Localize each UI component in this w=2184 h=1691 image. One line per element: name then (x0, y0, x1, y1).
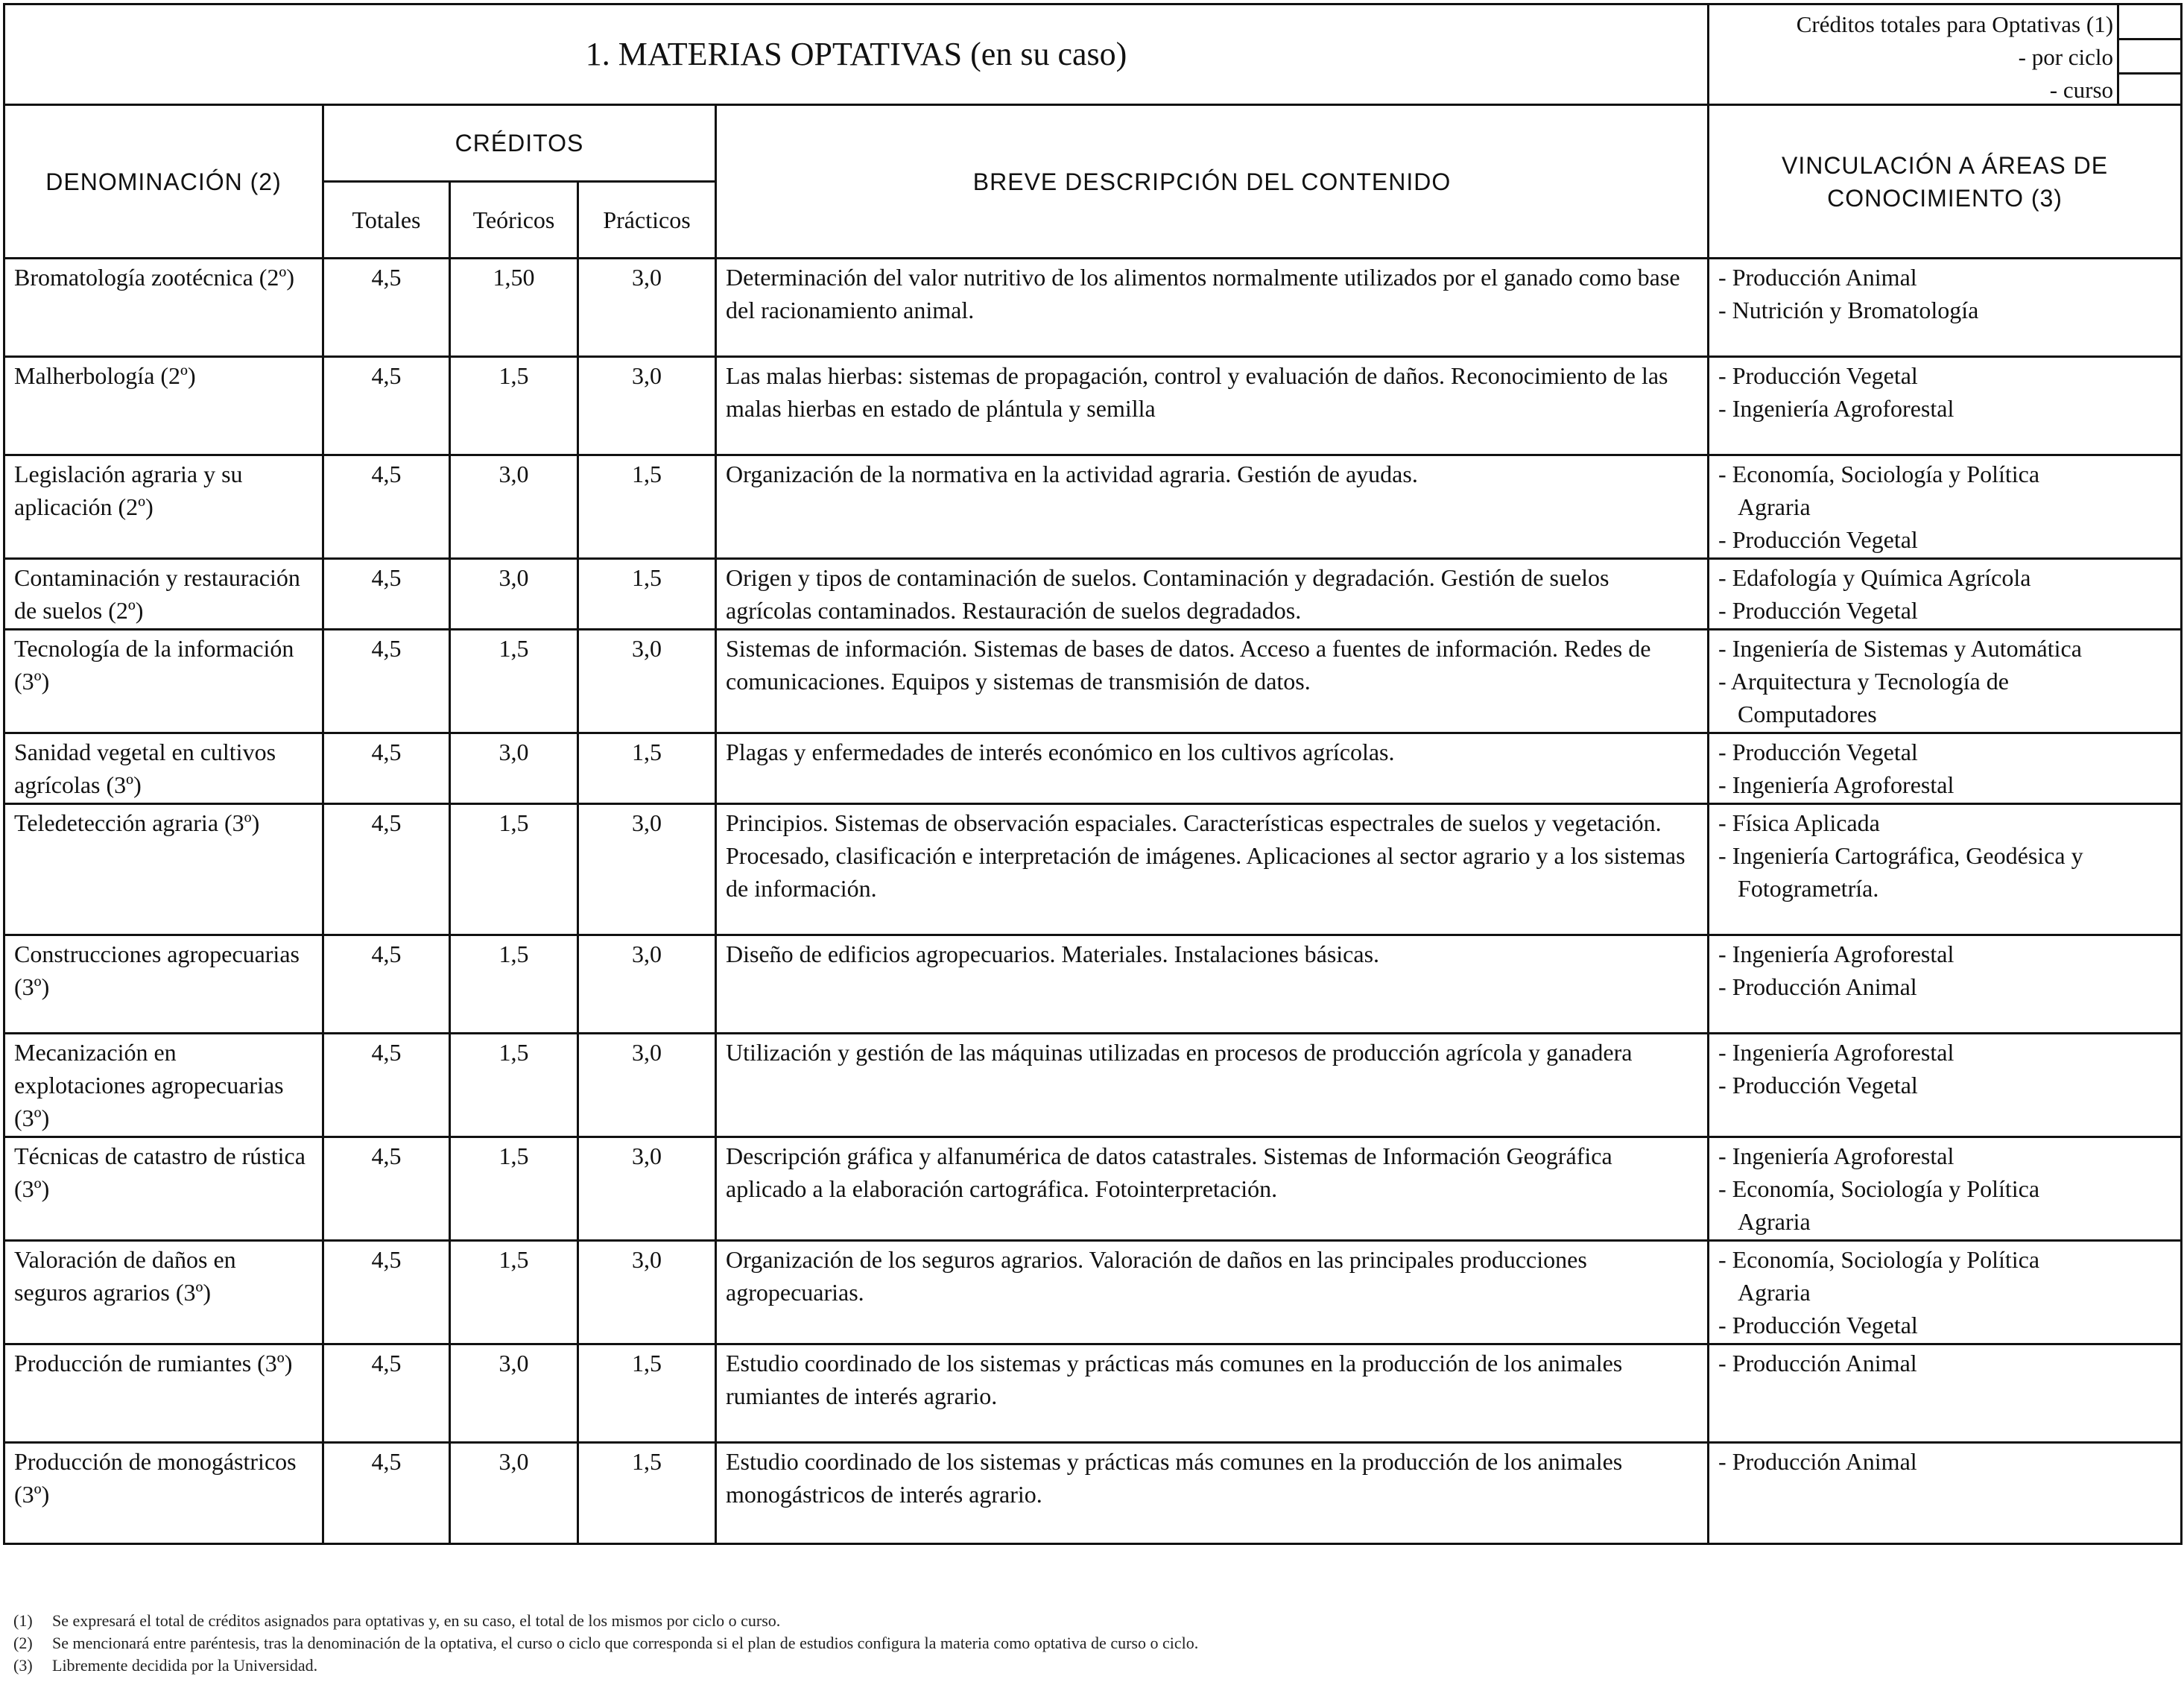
content-description: Plagas y enfermedades de interés económico en los cultivos agrícolas. (716, 733, 1709, 804)
table-row (4, 733, 2182, 804)
knowledge-area-item: - Física Aplicada (1718, 809, 1880, 836)
knowledge-area-item: - Economía, Sociología y Política (1718, 1175, 2040, 1202)
credits-totals-line3: - curso (2049, 77, 2114, 103)
credits-totales: 4,5 (323, 1137, 450, 1241)
credits-totales: 4,5 (323, 455, 450, 559)
table-row (4, 1137, 2182, 1241)
col-header-practicos: Prácticos (578, 182, 716, 259)
credits-totals-line1: Créditos totales para Optativas (1) (1796, 11, 2114, 37)
content-description: Organización de los seguros agrarios. Valoración de daños en las principales producciones agropecuarias. (716, 1241, 1709, 1344)
knowledge-areas (1709, 804, 2182, 935)
credits-totales: 4,5 (323, 559, 450, 630)
credits-teoricos: 3,0 (450, 1443, 578, 1544)
knowledge-area-item: Agraria (1738, 493, 1811, 520)
knowledge-areas (1709, 1034, 2182, 1137)
knowledge-area-item: - Ingeniería Agroforestal (1718, 395, 1954, 422)
credits-practicos: 1,5 (578, 1344, 716, 1443)
content-description: Las malas hierbas: sistemas de propagación, control y evaluación de daños. Reconocimiento de las malas hierbas en estado de plántula y semilla (716, 357, 1709, 455)
credits-totales: 4,5 (323, 630, 450, 733)
subject-name: Legislación agraria y su aplicación (2º) (4, 455, 323, 559)
credits-practicos: 1,5 (578, 1443, 716, 1544)
knowledge-area-item: - Ingeniería Agroforestal (1718, 1142, 1954, 1169)
knowledge-area-item: Fotogrametría. (1738, 875, 1879, 902)
footnotes (13, 1610, 1198, 1677)
subject-name: Teledetección agraria (3º) (4, 804, 323, 935)
subject-name: Construcciones agropecuarias (3º) (4, 935, 323, 1034)
footnote-1: (1) Se expresará el total de créditos asignados para optativas y, en su caso, el total de los mismos por ciclo o curso. (13, 1611, 781, 1630)
credits-teoricos: 1,5 (450, 1241, 578, 1344)
knowledge-areas (1709, 733, 2182, 804)
table-row (4, 259, 2182, 357)
footnote-3: (3) Libremente decidida por la Universidad. (13, 1656, 318, 1675)
knowledge-area-item: - Economía, Sociología y Política (1718, 1246, 2040, 1273)
knowledge-area-item: - Edafología y Química Agrícola (1718, 564, 2031, 591)
knowledge-areas (1709, 559, 2182, 630)
header-row-1 (4, 105, 2182, 182)
knowledge-area-item: - Producción Animal (1718, 1350, 1917, 1376)
knowledge-area-item: Computadores (1738, 701, 1877, 727)
knowledge-areas (1709, 630, 2182, 733)
credits-totales: 4,5 (323, 1241, 450, 1344)
credits-ciclo-field (2119, 40, 2180, 75)
subject-name: Bromatología zootécnica (2º) (4, 259, 323, 357)
credits-total-field (2119, 5, 2180, 40)
knowledge-areas (1709, 259, 2182, 357)
content-description: Diseño de edificios agropecuarios. Materiales. Instalaciones básicas. (716, 935, 1709, 1034)
table-row (4, 1241, 2182, 1344)
footnote-2: (2) Se mencionará entre paréntesis, tras la denominación de la optativa, el curso o ciclo que corresponda si el plan de estudios configura la materia como optativa de curso o ciclo. (13, 1634, 1199, 1652)
knowledge-area-item: - Ingeniería de Sistemas y Automática (1718, 635, 2082, 662)
col-header-denominacion: DENOMINACIÓN (2) (4, 105, 323, 259)
knowledge-area-item: - Ingeniería Agroforestal (1718, 1039, 1954, 1066)
credits-teoricos: 1,5 (450, 357, 578, 455)
knowledge-areas (1709, 357, 2182, 455)
title-row (4, 4, 2182, 105)
credits-totales: 4,5 (323, 1344, 450, 1443)
content-description: Sistemas de información. Sistemas de bases de datos. Acceso a fuentes de información. Redes de comunicaciones. Equipos y sistemas de transmisión de datos. (716, 630, 1709, 733)
credits-teoricos: 1,5 (450, 630, 578, 733)
subject-name: Sanidad vegetal en cultivos agrícolas (3º) (4, 733, 323, 804)
knowledge-area-item: - Producción Vegetal (1718, 1072, 1918, 1099)
credits-totales: 4,5 (323, 1443, 450, 1544)
credits-totales: 4,5 (323, 935, 450, 1034)
knowledge-areas (1709, 455, 2182, 559)
subject-name: Técnicas de catastro de rústica (3º) (4, 1137, 323, 1241)
subject-name: Contaminación y restauración de suelos (2º) (4, 559, 323, 630)
table-row (4, 1344, 2182, 1443)
knowledge-area-item: Agraria (1738, 1208, 1811, 1235)
table-row (4, 357, 2182, 455)
knowledge-area-item: - Producción Animal (1718, 973, 1917, 1000)
knowledge-area-item: - Ingeniería Cartográfica, Geodésica y (1718, 842, 2083, 869)
credits-teoricos: 1,5 (450, 1034, 578, 1137)
col-header-descripcion: BREVE DESCRIPCIÓN DEL CONTENIDO (716, 105, 1709, 259)
credits-teoricos: 1,5 (450, 804, 578, 935)
credits-practicos: 3,0 (578, 1137, 716, 1241)
knowledge-area-item: - Nutrición y Bromatología (1718, 297, 1979, 323)
knowledge-area-item: Agraria (1738, 1279, 1811, 1306)
knowledge-area-item: - Producción Vegetal (1718, 1312, 1918, 1338)
credits-teoricos: 3,0 (450, 455, 578, 559)
credits-curso-field (2119, 75, 2180, 104)
col-header-teoricos: Teóricos (450, 182, 578, 259)
knowledge-area-item: - Ingeniería Agroforestal (1718, 941, 1954, 967)
knowledge-areas (1709, 1443, 2182, 1544)
subject-name: Valoración de daños en seguros agrarios (3º) (4, 1241, 323, 1344)
knowledge-area-item: - Producción Vegetal (1718, 597, 1918, 624)
credits-practicos: 3,0 (578, 1241, 716, 1344)
knowledge-areas (1709, 1241, 2182, 1344)
credits-practicos: 3,0 (578, 259, 716, 357)
credits-practicos: 3,0 (578, 630, 716, 733)
credits-totales: 4,5 (323, 733, 450, 804)
col-header-vinculacion: VINCULACIÓN A ÁREAS DE CONOCIMIENTO (3) (1709, 105, 2182, 259)
optativas-table (3, 3, 2183, 1545)
knowledge-area-item: - Economía, Sociología y Política (1718, 461, 2040, 487)
credits-teoricos: 3,0 (450, 559, 578, 630)
knowledge-area-item: - Producción Animal (1718, 264, 1917, 291)
table-row (4, 1034, 2182, 1137)
credits-practicos: 3,0 (578, 935, 716, 1034)
credits-totales: 4,5 (323, 804, 450, 935)
knowledge-area-item: - Producción Vegetal (1718, 739, 1918, 765)
credits-teoricos: 1,5 (450, 935, 578, 1034)
page-title: 1. MATERIAS OPTATIVAS (en su caso) (4, 4, 1709, 105)
table-row (4, 935, 2182, 1034)
knowledge-area-item: - Producción Vegetal (1718, 526, 1918, 553)
credits-teoricos: 1,50 (450, 259, 578, 357)
credits-totals-box (1709, 4, 2182, 105)
credits-teoricos: 1,5 (450, 1137, 578, 1241)
knowledge-areas (1709, 1344, 2182, 1443)
table-body (4, 259, 2182, 1544)
knowledge-area-item: - Producción Vegetal (1718, 362, 1918, 389)
content-description: Descripción gráfica y alfanumérica de datos catastrales. Sistemas de Información Geográfica aplicado a la elaboración cartográfica. Fotointerpretación. (716, 1137, 1709, 1241)
subject-name: Tecnología de la información (3º) (4, 630, 323, 733)
table-row (4, 630, 2182, 733)
credits-practicos: 3,0 (578, 804, 716, 935)
table-row (4, 804, 2182, 935)
knowledge-areas (1709, 935, 2182, 1034)
credits-teoricos: 3,0 (450, 733, 578, 804)
content-description: Estudio coordinado de los sistemas y prácticas más comunes en la producción de los animales rumiantes de interés agrario. (716, 1344, 1709, 1443)
credits-practicos: 1,5 (578, 559, 716, 630)
col-header-totales: Totales (323, 182, 450, 259)
content-description: Determinación del valor nutritivo de los alimentos normalmente utilizados por el ganado como base del racionamiento animal. (716, 259, 1709, 357)
subject-name: Mecanización en explotaciones agropecuarias (3º) (4, 1034, 323, 1137)
credits-practicos: 3,0 (578, 357, 716, 455)
table-row (4, 559, 2182, 630)
credits-totales: 4,5 (323, 357, 450, 455)
content-description: Principios. Sistemas de observación espaciales. Características espectrales de suelos y vegetación. Procesado, clasificación e interpretación de imágenes. Aplicaciones al sector agrario y a los sistemas de información. (716, 804, 1709, 935)
credits-totales: 4,5 (323, 1034, 450, 1137)
content-description: Origen y tipos de contaminación de suelos. Contaminación y degradación. Gestión de suelos agrícolas contaminados. Restauración de suelos degradados. (716, 559, 1709, 630)
table-row (4, 455, 2182, 559)
knowledge-area-item: - Ingeniería Agroforestal (1718, 771, 1954, 798)
subject-name: Producción de rumiantes (3º) (4, 1344, 323, 1443)
subject-name: Producción de monogástricos (3º) (4, 1443, 323, 1544)
credits-teoricos: 3,0 (450, 1344, 578, 1443)
col-header-creditos: CRÉDITOS (323, 105, 716, 182)
credits-practicos: 3,0 (578, 1034, 716, 1137)
content-description: Utilización y gestión de las máquinas utilizadas en procesos de producción agrícola y ganadera (716, 1034, 1709, 1137)
credits-practicos: 1,5 (578, 455, 716, 559)
credits-totales: 4,5 (323, 259, 450, 357)
knowledge-area-item: - Arquitectura y Tecnología de (1718, 668, 2009, 695)
credits-practicos: 1,5 (578, 733, 716, 804)
knowledge-area-item: - Producción Animal (1718, 1448, 1917, 1475)
credits-totals-line2: - por ciclo (2018, 44, 2114, 70)
knowledge-areas (1709, 1137, 2182, 1241)
subject-name: Malherbología (2º) (4, 357, 323, 455)
credits-totals-fields (2117, 5, 2180, 104)
content-description: Organización de la normativa en la actividad agraria. Gestión de ayudas. (716, 455, 1709, 559)
content-description: Estudio coordinado de los sistemas y prácticas más comunes en la producción de los animales monogástricos de interés agrario. (716, 1443, 1709, 1544)
table-row (4, 1443, 2182, 1544)
